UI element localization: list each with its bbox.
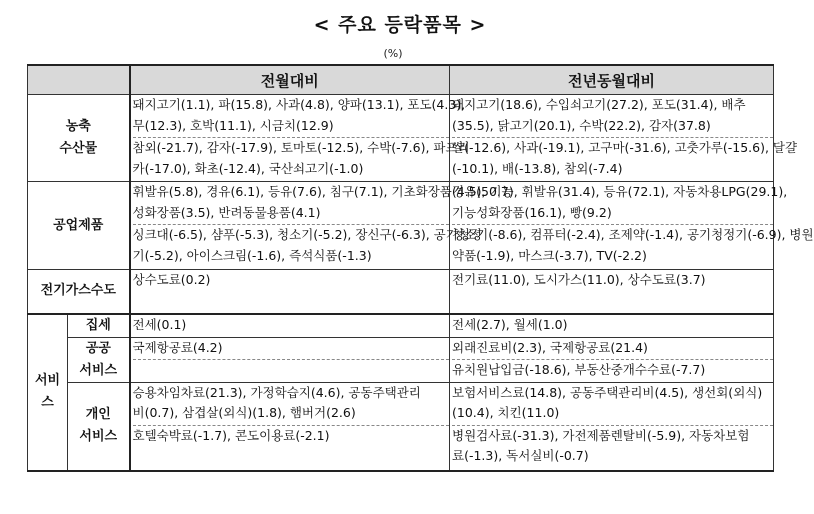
text-line: 돼지고기(1.1), 파(15.8), 사과(4.8), 양파(13.1), 포도(4.3),	[132, 97, 466, 112]
label-line: 서비스	[79, 362, 118, 378]
header-yoy: 전년동월대비	[450, 65, 774, 95]
label-line: 수산물	[59, 141, 98, 156]
text-line: 승용차임차료(21.3), 가정학습지(4.6), 공동주택관리	[132, 384, 421, 400]
row-rent	[28, 314, 774, 338]
text-line: 싱크대(-6.5), 샴푸(-5.3), 청소기(-5.2), 장신구(-6.3), 공기청정	[132, 227, 482, 242]
label-line: 공공	[85, 340, 111, 356]
personal-yoy-cell	[450, 382, 774, 471]
text-line: 참외(-21.7), 감자(-17.9), 토마토(-12.5), 수박(-7.6), 파프리	[132, 140, 470, 155]
row-utilities	[28, 270, 774, 314]
header-row	[28, 65, 774, 95]
price-change-table	[27, 64, 814, 472]
text-line: 전세(0.1)	[132, 316, 187, 332]
unit-label: (%)	[383, 47, 403, 60]
row-public	[28, 337, 774, 382]
label-agri	[28, 95, 130, 182]
text-line: 비(0.7), 삼겹살(외식)(1.8), 햄버거(2.6)	[132, 405, 356, 420]
text-line: (-10.1), 배(-13.8), 참외(-7.4)	[452, 160, 623, 176]
text-line: 상수도료(0.2)	[132, 272, 211, 287]
text-line: 기(-5.2), 아이스크림(-1.6), 즉석식품(-1.3)	[132, 247, 372, 263]
label-line: 개인	[85, 407, 111, 422]
text-line: 료(-1.3), 독서실비(-0.7)	[452, 448, 589, 463]
label-line: 농축	[65, 119, 91, 134]
label-rent	[68, 314, 130, 338]
row-personal	[28, 382, 774, 471]
label-line: 서비	[34, 373, 61, 388]
text-line: 경유(50.7), 휘발유(31.4), 등유(72.1), 자동차용LPG(29.1),	[452, 184, 788, 199]
page-title: < 주요 등락품목 >	[313, 14, 487, 36]
personal-mom-cell	[130, 382, 450, 471]
label-line: 집세	[85, 317, 111, 333]
text-line: 전세(2.7), 월세(1.0)	[452, 316, 568, 332]
header-mom: 전월대비	[130, 65, 450, 95]
label-line: 스	[41, 395, 54, 410]
text-line: 국제항공료(4.2)	[132, 339, 223, 355]
text-line: 전기료(11.0), 도시가스(11.0), 상수도료(3.7)	[452, 272, 706, 287]
label-services	[28, 314, 68, 471]
agri-mom-cell	[130, 95, 470, 182]
text-line: 호텔숙박료(-1.7), 콘도이용료(-2.1)	[132, 427, 330, 443]
text-line: 성화장품(3.5), 반려동물용품(4.1)	[132, 204, 321, 220]
row-agri	[28, 95, 774, 182]
text-line: 기능성화장품(16.1), 빵(9.2)	[452, 204, 612, 220]
industrial-yoy-cell	[450, 182, 814, 270]
label-line: 서비스	[79, 429, 118, 444]
label-public	[68, 337, 130, 382]
text-line: (10.4), 치킨(11.0)	[452, 405, 560, 420]
label-utilities	[28, 270, 130, 314]
label-line: 전기가스수도	[40, 283, 116, 299]
rent-mom-cell	[130, 314, 450, 338]
text-line: 약품(-1.9), 마스크(-3.7), TV(-2.2)	[452, 247, 647, 263]
rent-yoy-cell	[450, 314, 774, 338]
label-personal	[68, 382, 130, 471]
public-yoy-cell	[450, 337, 774, 382]
text-line: 유치원납입금(-18.6), 부동산중개수수료(-7.7)	[452, 361, 706, 377]
text-line: 돼지고기(18.6), 수입쇠고기(27.2), 포도(31.4), 배추	[452, 97, 746, 112]
public-mom-cell	[130, 337, 450, 382]
utilities-mom-cell	[130, 270, 450, 314]
utilities-yoy-cell	[450, 270, 774, 314]
label-line: 공업제품	[53, 217, 104, 233]
industrial-mom-cell	[130, 182, 514, 270]
text-line: 병원검사료(-31.3), 가전제품렌탈비(-5.9), 자동차보험	[452, 427, 750, 443]
agri-yoy-cell	[450, 95, 798, 182]
text-line: (35.5), 닭고기(20.1), 수박(22.2), 감자(37.8)	[452, 117, 711, 133]
row-industrial	[28, 182, 774, 270]
text-line: 외래진료비(2.3), 국제항공료(21.4)	[452, 339, 648, 355]
text-line: 쌀(-12.6), 사과(-19.1), 고구마(-31.6), 고춧가루(-15.6), 달걀	[452, 140, 798, 155]
text-line: 무(12.3), 호박(11.1), 시금치(12.9)	[132, 117, 334, 133]
text-line: 청소기(-8.6), 컴퓨터(-2.4), 조제약(-1.4), 공기청정기(-6.9), 병원	[452, 227, 814, 242]
text-line: 휘발유(5.8), 경유(6.1), 등유(7.6), 침구(7.1), 기초화장품(4.5), 기능	[132, 184, 514, 199]
text-line: 카(-17.0), 화초(-12.4), 국산쇠고기(-1.0)	[132, 160, 364, 176]
text-line: 보험서비스료(14.8), 공동주택관리비(4.5), 생선회(외식)	[452, 384, 763, 400]
label-industrial	[28, 182, 130, 270]
header-blank	[28, 65, 130, 95]
